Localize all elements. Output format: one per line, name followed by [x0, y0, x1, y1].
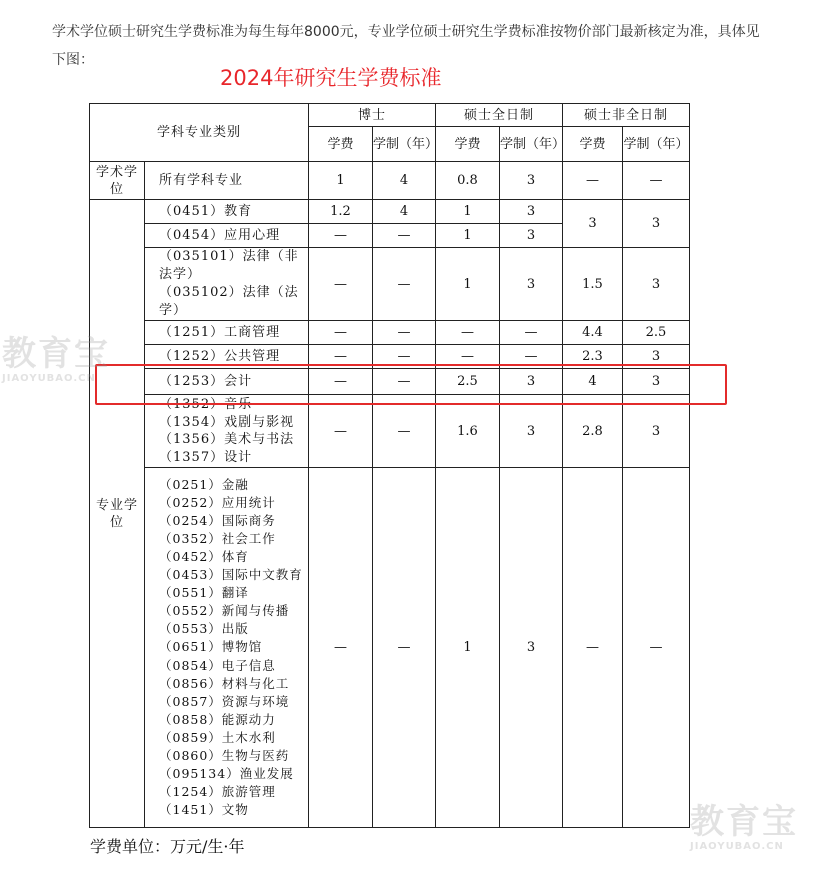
watermark-sub: JIAOYUBAO.CN [2, 373, 96, 384]
phd-years-cell: — [373, 468, 436, 828]
group-header-phd: 博士 [309, 104, 436, 127]
phd-years-cell: — [373, 224, 436, 248]
watermark-main: 教育宝 [690, 802, 798, 842]
table-row-major: （0451）教育 [145, 200, 309, 224]
watermark-sub: JIAOYUBAO.CN [690, 841, 784, 852]
phd-years-cell: — [373, 248, 436, 321]
table-row-major: （1252）公共管理 [145, 345, 309, 369]
ft-fee-cell: — [436, 321, 500, 345]
phd-fee-cell: — [309, 369, 373, 395]
ft-years-cell: 3 [500, 369, 563, 395]
table-row-major: （1253）会计 [145, 369, 309, 395]
table-row-major: （1251）工商管理 [145, 321, 309, 345]
table-row-major: 所有学科专业 [145, 162, 309, 200]
phd-years-cell: — [373, 369, 436, 395]
group-header-fulltime: 硕士全日制 [436, 104, 563, 127]
phd-fee-cell: — [309, 468, 373, 828]
corner-header: 学科专业类别 [90, 104, 309, 162]
pt-fee-cell: 4.4 [563, 321, 623, 345]
ft-years-cell: 3 [500, 395, 563, 468]
pt-years-cell: — [623, 162, 690, 200]
pt-years-cell: 3 [623, 395, 690, 468]
pt-fee-cell: — [563, 468, 623, 828]
pt-years-cell: 2.5 [623, 321, 690, 345]
table-row-major: （1352）音乐 （1354）戏剧与影视 （1356）美术与书法 （1357）设计 [145, 395, 309, 468]
sub-header-fee: 学费 [563, 127, 623, 162]
pt-fee-cell: — [563, 162, 623, 200]
academic-degree-label: 学术学位 [90, 162, 145, 200]
ft-fee-cell: 1 [436, 468, 500, 828]
fee-table-wrapper [89, 103, 690, 828]
pt-years-cell: — [623, 468, 690, 828]
group-header-parttime: 硕士非全日制 [563, 104, 690, 127]
pt-fee-cell: 1.5 [563, 248, 623, 321]
ft-years-cell: 3 [500, 248, 563, 321]
ft-years-cell: 3 [500, 162, 563, 200]
sub-header-fee: 学费 [309, 127, 373, 162]
fee-table [89, 103, 690, 828]
phd-years-cell: 4 [373, 162, 436, 200]
phd-fee-cell: 1.2 [309, 200, 373, 224]
watermark-right [690, 794, 798, 852]
pt-fee-cell: 2.3 [563, 345, 623, 369]
phd-fee-cell: — [309, 321, 373, 345]
ft-fee-cell: 1 [436, 224, 500, 248]
pt-years-cell: 3 [623, 200, 690, 248]
table-row-major: （0454）应用心理 [145, 224, 309, 248]
ft-years-cell: 3 [500, 224, 563, 248]
phd-years-cell: — [373, 321, 436, 345]
ft-fee-cell: 1.6 [436, 395, 500, 468]
ft-fee-cell: 0.8 [436, 162, 500, 200]
ft-fee-cell: 2.5 [436, 369, 500, 395]
ft-years-cell: — [500, 321, 563, 345]
table-row-major: （0251）金融 （0252）应用统计 （0254）国际商务 （0352）社会工作 （0452）体育 （0453）国际中文教育 （0551）翻译 （0552）新闻与传播 （0553）出版 （0651）博物馆 （0854）电子信息 （0856）材料与化工 （0857）资源与环境 （0858）能源动力 （0859）土木水利 （0860）生物与医药 （095134）渔业发展 （1254）旅游管理 （1451）文物 [145, 468, 309, 828]
ft-years-cell: 3 [500, 200, 563, 224]
watermark-main: 教育宝 [2, 334, 110, 374]
phd-fee-cell: — [309, 345, 373, 369]
ft-fee-cell: 1 [436, 248, 500, 321]
sub-header-years: 学制（年） [623, 127, 690, 162]
page-title: 2024年研究生学费标准 [220, 66, 442, 90]
watermark-left [2, 326, 110, 384]
unit-note: 学费单位：万元/生·年 [90, 837, 245, 856]
sub-header-fee: 学费 [436, 127, 500, 162]
sub-header-years: 学制（年） [500, 127, 563, 162]
sub-header-years: 学制（年） [373, 127, 436, 162]
ft-fee-cell: — [436, 345, 500, 369]
pt-years-cell: 3 [623, 369, 690, 395]
pt-fee-cell: 4 [563, 369, 623, 395]
pt-years-cell: 3 [623, 345, 690, 369]
accounting-row-highlight [95, 364, 727, 405]
pt-fee-cell: 3 [563, 200, 623, 248]
phd-fee-cell: 1 [309, 162, 373, 200]
phd-fee-cell: — [309, 395, 373, 468]
table-row-major: （035101）法律（非法学） （035102）法律（法学） [145, 248, 309, 321]
phd-years-cell: — [373, 395, 436, 468]
ft-years-cell: — [500, 345, 563, 369]
phd-years-cell: — [373, 345, 436, 369]
ft-fee-cell: 1 [436, 200, 500, 224]
phd-fee-cell: — [309, 248, 373, 321]
pt-fee-cell: 2.8 [563, 395, 623, 468]
professional-degree-label: 专业学位 [90, 200, 145, 828]
pt-years-cell: 3 [623, 248, 690, 321]
ft-years-cell: 3 [500, 468, 563, 828]
phd-years-cell: 4 [373, 200, 436, 224]
intro-paragraph: 学术学位硕士研究生学费标准为每生每年8000元，专业学位硕士研究生学费标准按物价部门最新核定为准，具体见下图： [52, 24, 760, 68]
phd-fee-cell: — [309, 224, 373, 248]
